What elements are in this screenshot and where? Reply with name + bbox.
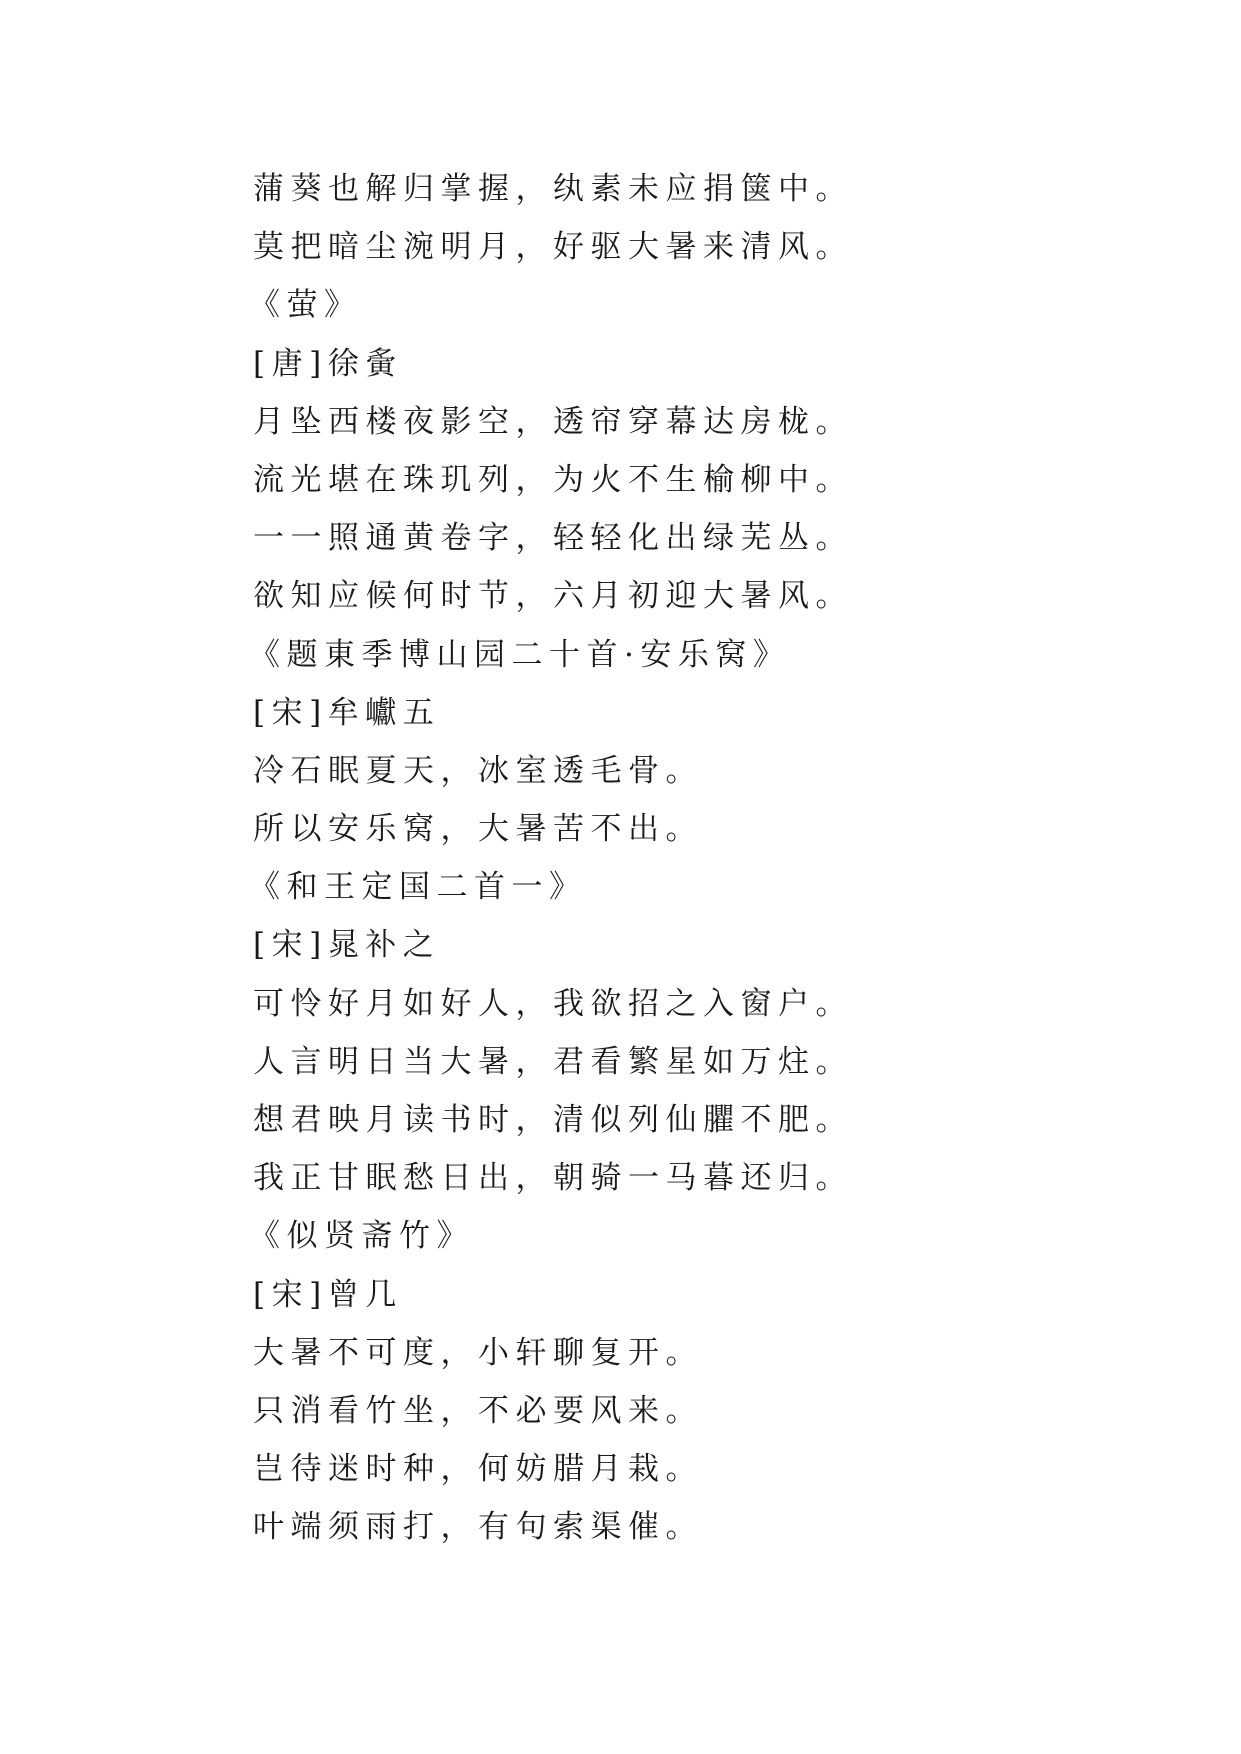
poem-line: 所以安乐窝，大暑苦不出。 — [253, 811, 703, 848]
poem-line: 只消看竹坐，不必要风来。 — [253, 1392, 703, 1429]
poem-line: 月坠西楼夜影空，透帘穿幕达房栊。 — [253, 403, 853, 440]
poem-line: 欲知应候何时节，六月初迎大暑风。 — [253, 578, 853, 615]
poem-author: [宋]牟巘五 — [253, 694, 441, 731]
poem-line: 我正甘眠愁日出，朝骑一马暮还归。 — [253, 1160, 853, 1197]
poem-author: [宋]曾几 — [253, 1276, 403, 1313]
poem-title: 《题東季博山园二十首·安乐窝》 — [249, 636, 791, 673]
poem-title: 《和王定国二首一》 — [249, 869, 587, 906]
poem-line: 流光堪在珠玑列，为火不生榆柳中。 — [253, 461, 853, 498]
poem-author: [宋]晁补之 — [253, 927, 441, 964]
poem-author: [唐]徐夤 — [253, 345, 403, 382]
poem-line: 人言明日当大暑，君看繁星如万炷。 — [253, 1043, 853, 1080]
poem-line: 想君映月读书时，清似列仙臞不肥。 — [253, 1102, 853, 1138]
poem-title: 《萤》 — [249, 287, 362, 324]
poem-title: 《似贤斋竹》 — [249, 1218, 474, 1255]
poem-line: 一一照通黄卷字，轻轻化出绿芜丛。 — [253, 520, 853, 557]
document-page — [249, 160, 1153, 1557]
poem-line: 大暑不可度，小轩聊复开。 — [253, 1334, 703, 1371]
poem-line: 可怜好月如好人，我欲招之入窗户。 — [253, 985, 853, 1022]
poem-line: 蒲葵也解归掌握，纨素未应捐箧中。 — [253, 171, 853, 207]
poem-line: 岂待迷时种，何妨腊月栽。 — [253, 1451, 703, 1488]
poem-line: 冷石眠夏天，冰室透毛骨。 — [253, 752, 703, 789]
poem-line: 叶端须雨打，有句索渠催。 — [253, 1509, 703, 1546]
poem-line: 莫把暗尘涴明月，好驱大暑来清风。 — [253, 229, 853, 266]
